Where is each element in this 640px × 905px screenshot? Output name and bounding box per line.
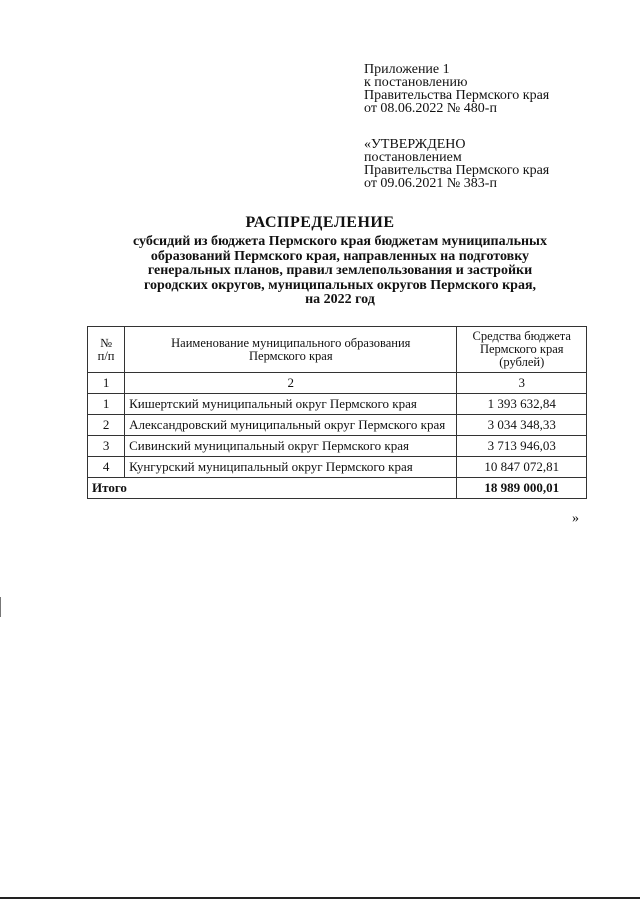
- approval-line: «УТВЕРЖДЕНО: [364, 137, 466, 152]
- table-header-row: [88, 327, 587, 373]
- header-budget-amount: Средства бюджета Пермского края (рублей): [457, 327, 587, 373]
- table-row: [88, 457, 587, 478]
- total-label: Итого: [88, 478, 457, 499]
- municipality-name: Кишертский муниципальный округ Пермского края: [125, 394, 457, 415]
- approval-line: постановлением: [364, 150, 462, 165]
- subtitle-line: генеральных планов, правил землепользования и застройки: [147, 263, 533, 278]
- table-cell: 1: [88, 373, 125, 394]
- scan-bottom-border: [0, 897, 640, 899]
- closing-quote: »: [572, 511, 579, 526]
- approval-stamp: [364, 138, 549, 190]
- row-number: 4: [88, 457, 125, 478]
- subsidy-amount: 3 034 348,33: [457, 415, 587, 436]
- row-number: 1: [88, 394, 125, 415]
- municipality-name: Кунгурский муниципальный округ Пермского края: [125, 457, 457, 478]
- document-title: РАСПРЕДЕЛЕНИЕ: [245, 214, 395, 231]
- subsidy-amount: 10 847 072,81: [457, 457, 587, 478]
- subsidy-amount: 1 393 632,84: [457, 394, 587, 415]
- header-number: № п/п: [88, 327, 125, 373]
- approval-line: от 09.06.2021 № 383-п: [364, 176, 497, 191]
- subtitle-line: на 2022 год: [305, 292, 375, 307]
- approval-line: Правительства Пермского края: [364, 163, 550, 178]
- total-row: [88, 478, 587, 499]
- appendix-reference: [364, 63, 549, 115]
- subsidy-distribution-table: [87, 326, 587, 499]
- scan-edge-mark: [0, 597, 1, 617]
- subsidy-amount: 3 713 946,03: [457, 436, 587, 457]
- table-row: [88, 436, 587, 457]
- appendix-line: Правительства Пермского края: [364, 88, 550, 103]
- table-cell: 3: [457, 373, 587, 394]
- subtitle-line: образований Пермского края, направленных на подготовку: [150, 248, 530, 264]
- appendix-line: к постановлению: [364, 75, 468, 90]
- row-number: 3: [88, 436, 125, 457]
- subtitle-line: субсидий из бюджета Пермского края бюджетам муниципальных: [133, 234, 547, 249]
- total-amount: 18 989 000,01: [457, 478, 587, 499]
- municipality-name: Сивинский муниципальный округ Пермского края: [125, 436, 457, 457]
- table-row: [88, 415, 587, 436]
- subtitle-line: городских округов, муниципальных округов Пермского края,: [143, 277, 537, 293]
- table-cell: 2: [125, 373, 457, 394]
- appendix-line: Приложение 1: [364, 62, 450, 77]
- header-municipality: Наименование муниципального образования Пермского края: [125, 327, 457, 373]
- municipality-name: Александровский муниципальный округ Пермского края: [125, 415, 457, 436]
- appendix-line: от 08.06.2022 № 480-п: [364, 101, 497, 116]
- row-number: 2: [88, 415, 125, 436]
- column-index-row: [88, 373, 587, 394]
- table-row: [88, 394, 587, 415]
- document-subtitle: [100, 235, 580, 308]
